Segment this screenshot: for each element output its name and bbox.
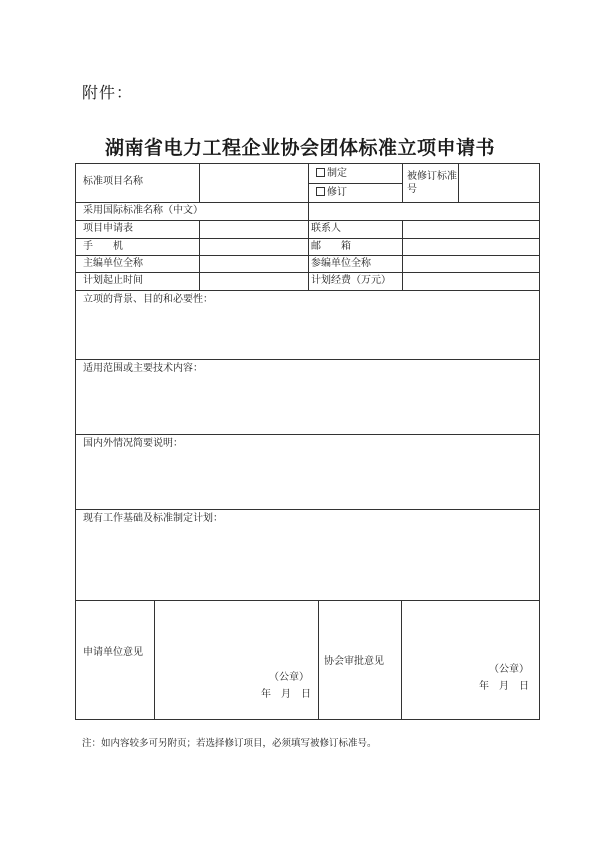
col-divider xyxy=(308,202,309,220)
label-mobile: 手 机 xyxy=(83,241,123,252)
label-domestic-foreign: 国内外情况简要说明： xyxy=(83,438,183,449)
col-divider xyxy=(154,600,155,719)
checkbox-icon[interactable] xyxy=(316,187,325,196)
option-revise-label: 修订 xyxy=(327,187,347,198)
col-divider xyxy=(402,220,403,290)
label-background: 立项的背景、目的和必要性： xyxy=(83,294,213,305)
label-revised-standard-no: 被修订标准号 xyxy=(407,171,457,195)
label-applicant: 项目申请表 xyxy=(83,223,133,234)
row-divider xyxy=(76,290,539,291)
seal-label: （公章） xyxy=(489,664,529,675)
col-divider xyxy=(199,164,200,202)
application-form xyxy=(75,163,540,720)
document-title: 湖南省电力工程企业协会团体标准立项申请书 xyxy=(104,137,495,159)
label-plan-budget: 计划经费（万元） xyxy=(311,275,391,286)
label-contact: 联系人 xyxy=(311,223,341,234)
col-divider xyxy=(308,220,309,290)
label-scope: 适用范围或主要技术内容： xyxy=(83,363,203,374)
col-divider xyxy=(199,220,200,290)
option-establish-label: 制定 xyxy=(327,168,347,179)
col-divider xyxy=(308,164,309,202)
section-divider xyxy=(76,509,539,510)
attachment-label: 附件： xyxy=(82,83,134,102)
label-applicant-opinion: 申请单位意见 xyxy=(83,647,143,658)
label-participant-unit: 参编单位全称 xyxy=(311,258,371,269)
label-email: 邮 箱 xyxy=(311,241,351,252)
col-divider xyxy=(318,600,319,719)
date-label: 年 月 日 xyxy=(479,681,529,692)
section-divider xyxy=(76,359,539,360)
seal-label: （公章） xyxy=(269,672,309,683)
checkbox-icon[interactable] xyxy=(316,168,325,177)
option-divider xyxy=(308,183,402,184)
section-divider xyxy=(76,600,539,601)
option-revise[interactable] xyxy=(316,187,347,199)
date-label: 年 月 日 xyxy=(261,689,311,700)
label-intl-standard: 采用国际标准名称（中文） xyxy=(83,205,203,216)
footnote: 注：如内容较多可另附页；若选择修订项目，必须填写被修订标准号。 xyxy=(82,738,377,749)
label-work-plan: 现有工作基础及标准制定计划： xyxy=(83,513,223,524)
label-standard-name: 标准项目名称 xyxy=(83,176,143,187)
section-divider xyxy=(76,434,539,435)
label-lead-unit: 主编单位全称 xyxy=(83,258,143,269)
col-divider xyxy=(402,164,403,202)
option-establish[interactable] xyxy=(316,168,347,180)
label-plan-period: 计划起止时间 xyxy=(83,275,143,286)
label-association-opinion: 协会审批意见 xyxy=(324,656,384,667)
col-divider xyxy=(401,600,402,719)
